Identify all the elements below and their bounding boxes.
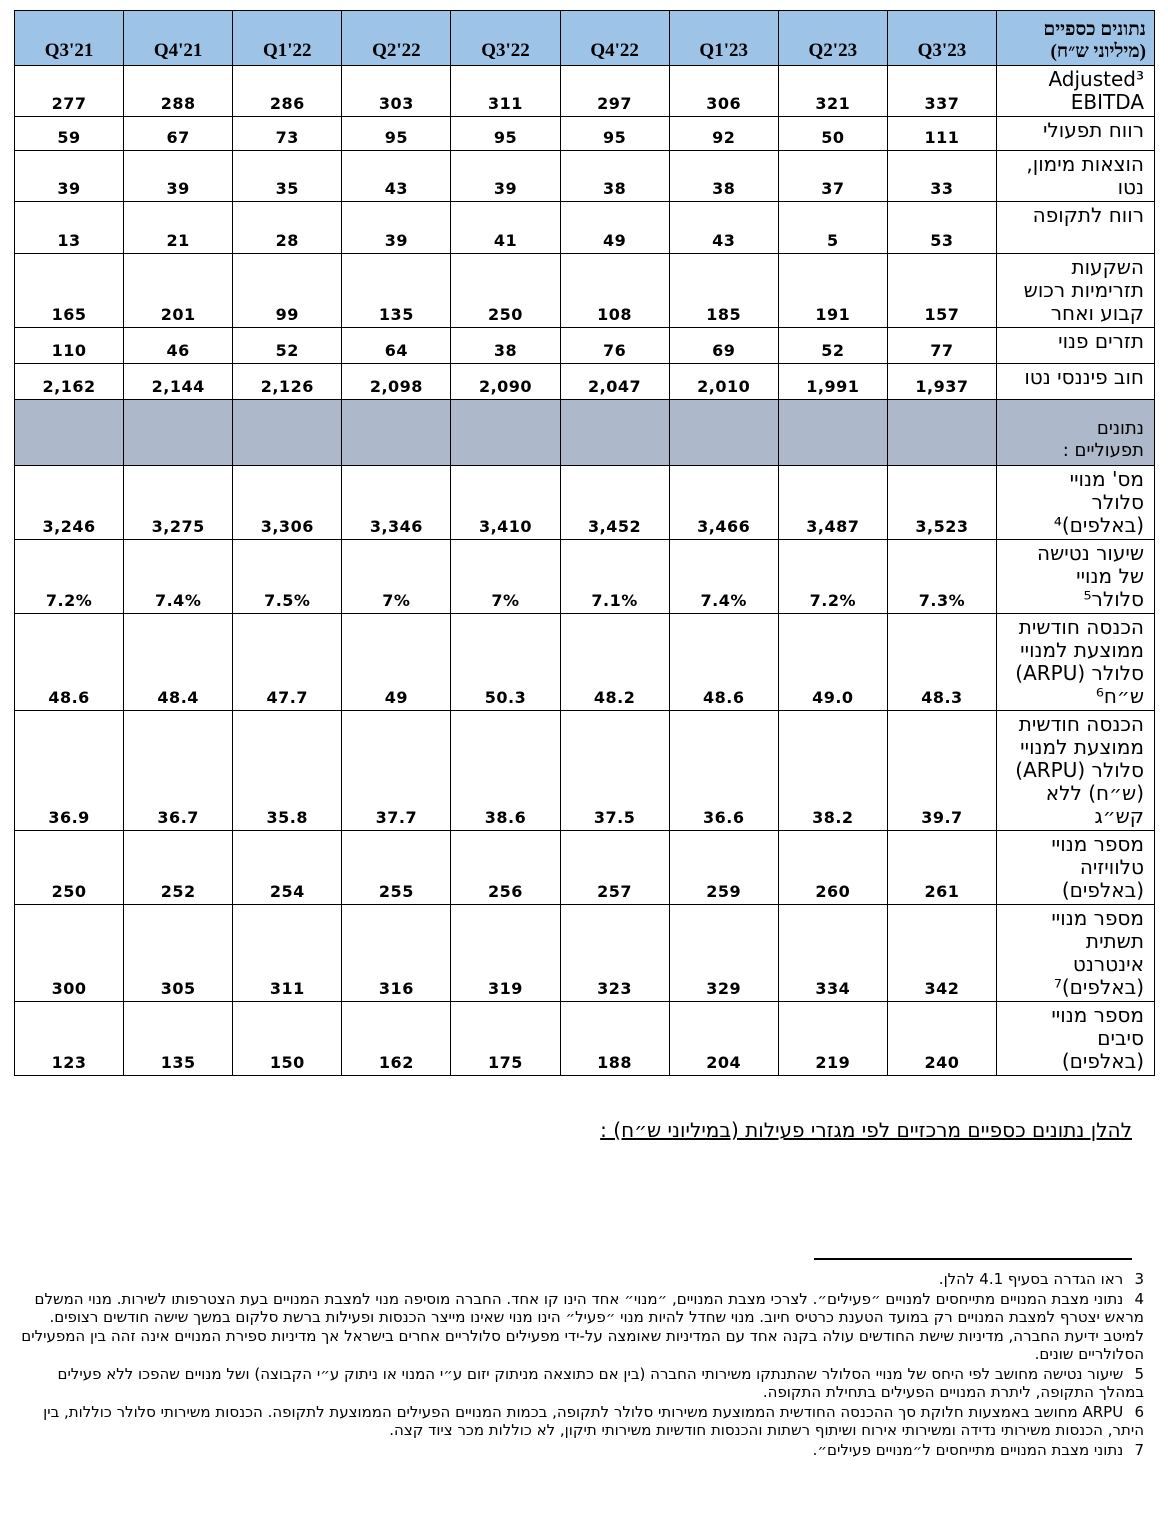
footnote-text: נתוני מצבת המנויים מתייחסים ל״מנויים פעילים״.	[812, 1440, 1124, 1459]
table-cell: 50.3	[451, 614, 560, 711]
row-label-line: ממוצעת למנויי	[1020, 735, 1144, 759]
table-cell: 319	[451, 905, 560, 1002]
table-cell: 123	[15, 1002, 124, 1076]
row-label	[997, 328, 1155, 364]
table-cell: 108	[560, 254, 669, 328]
table-cell: 260	[778, 831, 887, 905]
table-cell: 35.8	[233, 711, 342, 831]
row-label	[997, 66, 1155, 117]
table-cell: 3,452	[560, 466, 669, 540]
table-cell: 46	[124, 328, 233, 364]
section-cell	[451, 400, 560, 466]
table-cell: 306	[669, 66, 778, 117]
table-cell: 37.7	[342, 711, 451, 831]
table-cell: 277	[15, 66, 124, 117]
table-cell: 305	[124, 905, 233, 1002]
table-cell: 2,047	[560, 364, 669, 400]
table-row	[15, 466, 1155, 540]
row-label-line: רווח תפעולי	[1042, 118, 1144, 142]
table-cell: 52	[233, 328, 342, 364]
footnote-number: 5	[1134, 1364, 1144, 1383]
table-cell: 175	[451, 1002, 560, 1076]
row-label-line: סלולר (ARPU)	[1015, 661, 1144, 685]
footnote-number: 6	[1134, 1402, 1144, 1421]
table-cell: 52	[778, 328, 887, 364]
table-row	[15, 540, 1155, 614]
table-cell: 43	[342, 151, 451, 202]
table-cell: 7.2%	[778, 540, 887, 614]
footnote-text: שיעור נטישה מחושב לפי היחס של מנויי הסלולר שהתנתקו משירותי החברה (בין אם כתוצאה מניתוק יזום ע״י המנוי או ניתוק ע״י הקבוצה) ושל מנויים שהפכו ללא פעילים במהלך התקופה, ליתרת המנויים הפעילים בתחילת התקופה.	[57, 1364, 1144, 1401]
table-cell: 257	[560, 831, 669, 905]
table-cell: 36.9	[15, 711, 124, 831]
table-cell: 240	[887, 1002, 996, 1076]
column-header: Q3'23	[887, 11, 996, 66]
table-cell: 2,090	[451, 364, 560, 400]
column-header: Q1'22	[233, 11, 342, 66]
row-label-line: סלולר (ARPU)	[1015, 758, 1144, 782]
table-cell: 1,937	[887, 364, 996, 400]
table-cell: 67	[124, 117, 233, 151]
table-cell: 323	[560, 905, 669, 1002]
table-cell: 2,162	[15, 364, 124, 400]
column-header: Q2'22	[342, 11, 451, 66]
row-label-line: (באלפים)⁷	[1053, 975, 1144, 999]
table-row	[15, 831, 1155, 905]
row-label	[997, 466, 1155, 540]
table-cell: 7.5%	[233, 540, 342, 614]
row-label-line: סלולר⁵	[1083, 587, 1144, 611]
table-cell: 7.2%	[15, 540, 124, 614]
table-cell: 49	[342, 614, 451, 711]
table-cell: 201	[124, 254, 233, 328]
table-cell: 13	[15, 202, 124, 254]
row-label-line: תזרים פנוי	[1058, 329, 1144, 353]
table-cell: 288	[124, 66, 233, 117]
table-cell: 35	[233, 151, 342, 202]
table-cell: 255	[342, 831, 451, 905]
row-label-line: מס' מנויי	[1069, 467, 1144, 491]
table-cell: 259	[669, 831, 778, 905]
table-cell: 47.7	[233, 614, 342, 711]
table-cell: 48.6	[15, 614, 124, 711]
table-row	[15, 328, 1155, 364]
kpi-table	[14, 10, 1155, 1076]
section-cell	[124, 400, 233, 466]
row-label	[997, 254, 1155, 328]
footnote-text: ראו הגדרה בסעיף 4.1 להלן.	[938, 1270, 1124, 1288]
table-cell: 38	[451, 328, 560, 364]
row-label	[997, 711, 1155, 831]
table-cell: 50	[778, 117, 887, 151]
row-label-line: קש״ג	[1094, 804, 1144, 828]
table-cell: 37	[778, 151, 887, 202]
footnote	[14, 1403, 1144, 1440]
row-label	[997, 202, 1155, 254]
section-label-line: נתונים	[1096, 418, 1144, 439]
column-header: Q3'22	[451, 11, 560, 66]
table-cell: 38.6	[451, 711, 560, 831]
footnote	[14, 1270, 1144, 1289]
table-cell: 48.3	[887, 614, 996, 711]
table-cell: 53	[887, 202, 996, 254]
table-row	[15, 151, 1155, 202]
table-row	[15, 66, 1155, 117]
row-label-line: קבוע ואחר	[1050, 301, 1144, 325]
table-cell: 2,098	[342, 364, 451, 400]
column-header: Q4'21	[124, 11, 233, 66]
column-header: Q4'22	[560, 11, 669, 66]
table-cell: 3,410	[451, 466, 560, 540]
footnotes	[14, 1270, 1144, 1460]
row-label-line: מספר מנויי	[1051, 1003, 1144, 1027]
table-cell: 250	[15, 831, 124, 905]
table-cell: 36.7	[124, 711, 233, 831]
table-cell: 48.4	[124, 614, 233, 711]
table-cell: 3,523	[887, 466, 996, 540]
row-label-line: סיבים	[1097, 1026, 1144, 1050]
section-cell	[15, 400, 124, 466]
table-cell: 316	[342, 905, 451, 1002]
row-label-line: תשתית	[1085, 929, 1144, 953]
row-label-line: רווח לתקופה	[1032, 203, 1144, 227]
row-label-line: שיעור נטישה	[1037, 541, 1144, 565]
table-row	[15, 117, 1155, 151]
row-label-line: תזרימיות רכוש	[1023, 278, 1144, 302]
table-cell: 204	[669, 1002, 778, 1076]
row-label	[997, 831, 1155, 905]
table-row	[15, 202, 1155, 254]
table-cell: 162	[342, 1002, 451, 1076]
table-cell: 28	[233, 202, 342, 254]
header-row	[15, 11, 1155, 66]
row-label	[997, 151, 1155, 202]
row-label-line: סלולר	[1091, 490, 1144, 514]
row-label-line: הכנסה חודשית	[1018, 615, 1144, 639]
table-cell: 297	[560, 66, 669, 117]
table-cell: 3,275	[124, 466, 233, 540]
table-cell: 261	[887, 831, 996, 905]
footnote	[14, 1441, 1144, 1460]
table-cell: 135	[124, 1002, 233, 1076]
table-cell: 33	[887, 151, 996, 202]
table-label-header	[997, 11, 1155, 66]
table-cell: 2,144	[124, 364, 233, 400]
row-label-line: (באלפים)	[1061, 878, 1144, 902]
table-cell: 49	[560, 202, 669, 254]
table-cell: 337	[887, 66, 996, 117]
table-cell: 342	[887, 905, 996, 1002]
table-cell: 38	[560, 151, 669, 202]
table-cell: 95	[451, 117, 560, 151]
section-cell	[669, 400, 778, 466]
row-label-line: מספר מנויי	[1051, 906, 1144, 930]
column-header: Q1'23	[669, 11, 778, 66]
footnote-number: 3	[1134, 1270, 1144, 1288]
table-cell: 7%	[451, 540, 560, 614]
table-cell: 250	[451, 254, 560, 328]
table-cell: 3,487	[778, 466, 887, 540]
table-cell: 48.6	[669, 614, 778, 711]
table-cell: 157	[887, 254, 996, 328]
table-cell: 150	[233, 1002, 342, 1076]
footnote	[14, 1290, 1144, 1364]
column-header: Q2'23	[778, 11, 887, 66]
footnote-text: נתוני מצבת המנויים מתייחסים למנויים ״פעילים״. לצרכי מצבת המנויים, ״מנוי״ אחד הינו קו אחד. החברה מוסיפה מנוי למצבת המנויים בעת הצטרפותו לשירות. מנוי המשלם מראש יצטרף למצבת המנויים רק במועד הטענת כרטיס חיוב. מנוי שחדל להיות מנוי ״פעיל״ הינו מנוי שאינו מייצר הכנסות ופעילות ברשת סלקום במשך שישה חודשים רצופים. למיטב ידיעת החברה, מדיניות שישת החודשים עולה בקנה אחד עם המדיניות שאומצה על-ידי מפעילים סלולריים אחרים בישראל אך מדיניות ספירת המנויים אינה זהה בין המפעילים הסלולריים שונים.	[21, 1289, 1144, 1363]
footnote-text: ARPU מחושב באמצעות חלוקת סך ההכנסה החודשית הממוצעת משירותי סלולר לתקופה, בכמות המנויים הפעילים הממוצעת לתקופה. הכנסות משירותי סלולר כוללות, בין היתר, הכנסות משירותי נדידה ומשירותי אירוח ושיתוף רשתות והכנסות חודשיות משירותי תיקון, לא כוללות מכר ציוד קצה.	[43, 1402, 1144, 1439]
footnote-number: 4	[1134, 1289, 1144, 1308]
section-label	[997, 400, 1155, 466]
table-cell: 329	[669, 905, 778, 1002]
table-cell: 43	[669, 202, 778, 254]
table-cell: 59	[15, 117, 124, 151]
table-cell: 49.0	[778, 614, 887, 711]
row-label-line: EBITDA	[1070, 90, 1144, 114]
table-cell: 5	[778, 202, 887, 254]
row-label-line: הוצאות מימון,	[1026, 152, 1144, 176]
table-cell: 254	[233, 831, 342, 905]
section-cell	[233, 400, 342, 466]
table-cell: 2,126	[233, 364, 342, 400]
table-cell: 48.2	[560, 614, 669, 711]
table-cell: 7.1%	[560, 540, 669, 614]
table-cell: 7.3%	[887, 540, 996, 614]
footnote	[14, 1365, 1144, 1402]
section-cell	[560, 400, 669, 466]
table-row	[15, 614, 1155, 711]
table-cell: 69	[669, 328, 778, 364]
row-label-line: (ש״ח) ללא	[1045, 781, 1144, 805]
table-cell: 95	[560, 117, 669, 151]
segment-heading: להלן נתונים כספיים מרכזיים לפי מגזרי פעילות (במיליוני ש״ח) :	[600, 1118, 1132, 1142]
table-cell: 311	[451, 66, 560, 117]
table-cell: 2,010	[669, 364, 778, 400]
table-cell: 219	[778, 1002, 887, 1076]
table-cell: 286	[233, 66, 342, 117]
table-row	[15, 711, 1155, 831]
table-cell: 256	[451, 831, 560, 905]
row-label	[997, 364, 1155, 400]
table-cell: 77	[887, 328, 996, 364]
table-cell: 188	[560, 1002, 669, 1076]
table-cell: 39	[342, 202, 451, 254]
section-label-line: תפעוליים :	[1062, 440, 1144, 461]
table-cell: 300	[15, 905, 124, 1002]
row-label	[997, 905, 1155, 1002]
table-cell: 110	[15, 328, 124, 364]
table-cell: 3,246	[15, 466, 124, 540]
table-cell: 38.2	[778, 711, 887, 831]
section-cell	[342, 400, 451, 466]
section-row	[15, 400, 1155, 466]
row-label-line: (באלפים)	[1061, 1049, 1144, 1073]
table-cell: 21	[124, 202, 233, 254]
column-header: Q3'21	[15, 11, 124, 66]
table-cell: 7%	[342, 540, 451, 614]
row-label-line: טלוויזיה	[1079, 855, 1144, 879]
row-label	[997, 614, 1155, 711]
table-cell: 39	[15, 151, 124, 202]
header-label-line: נתונים כספיים	[1043, 19, 1146, 40]
table-cell: 39.7	[887, 711, 996, 831]
table-cell: 7.4%	[124, 540, 233, 614]
table-cell: 252	[124, 831, 233, 905]
table-cell: 303	[342, 66, 451, 117]
table-cell: 36.6	[669, 711, 778, 831]
table-row	[15, 1002, 1155, 1076]
section-cell	[778, 400, 887, 466]
table-cell: 111	[887, 117, 996, 151]
table-cell: 76	[560, 328, 669, 364]
table-row	[15, 364, 1155, 400]
row-label-line: חוב פיננסי נטו	[1024, 365, 1144, 389]
row-label-line: הכנסה חודשית	[1018, 712, 1144, 736]
table-cell: 39	[451, 151, 560, 202]
row-label-line: ש״ח⁶	[1095, 684, 1144, 708]
row-label-line: של מנויי	[1076, 564, 1144, 588]
table-cell: 334	[778, 905, 887, 1002]
table-cell: 73	[233, 117, 342, 151]
row-label-line: נטו	[1117, 175, 1144, 199]
table-cell: 321	[778, 66, 887, 117]
row-label-line: אינטרנט	[1072, 952, 1144, 976]
table-cell: 1,991	[778, 364, 887, 400]
table-row	[15, 905, 1155, 1002]
table-cell: 64	[342, 328, 451, 364]
table-cell: 99	[233, 254, 342, 328]
row-label-line: השקעות	[1071, 255, 1144, 279]
row-label	[997, 1002, 1155, 1076]
table-cell: 37.5	[560, 711, 669, 831]
row-label	[997, 117, 1155, 151]
table-cell: 3,466	[669, 466, 778, 540]
table-cell: 185	[669, 254, 778, 328]
header-label-line: (מיליוני ש״ח)	[1050, 41, 1146, 62]
table-cell: 3,346	[342, 466, 451, 540]
table-cell: 41	[451, 202, 560, 254]
footnote-separator	[814, 1258, 1132, 1260]
table-cell: 135	[342, 254, 451, 328]
section-cell	[887, 400, 996, 466]
table-cell: 191	[778, 254, 887, 328]
table-cell: 3,306	[233, 466, 342, 540]
table-cell: 311	[233, 905, 342, 1002]
footnote-number: 7	[1134, 1440, 1144, 1459]
row-label-line: ממוצעת למנויי	[1020, 638, 1144, 662]
table-cell: 7.4%	[669, 540, 778, 614]
table-row	[15, 254, 1155, 328]
row-label-line: Adjusted³	[1048, 67, 1144, 91]
row-label	[997, 540, 1155, 614]
table-cell: 39	[124, 151, 233, 202]
table-cell: 92	[669, 117, 778, 151]
row-label-line: (באלפים)⁴	[1053, 513, 1144, 537]
row-label-line: מספר מנויי	[1051, 832, 1144, 856]
table-cell: 165	[15, 254, 124, 328]
table-cell: 38	[669, 151, 778, 202]
table-cell: 95	[342, 117, 451, 151]
